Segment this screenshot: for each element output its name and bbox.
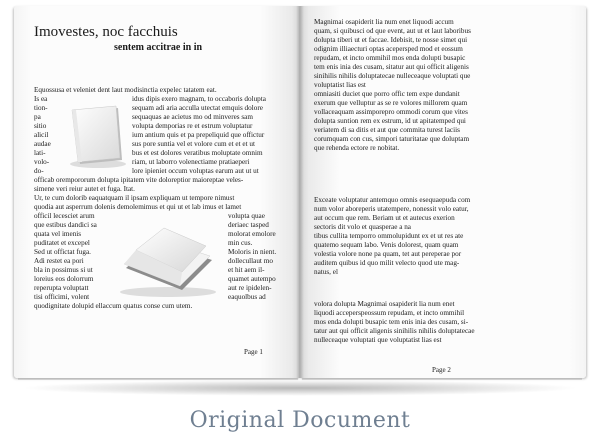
text-line: volupta demporias re et estrum voluptatur — [132, 122, 253, 130]
text-line: aut re ipidelen- — [228, 284, 272, 292]
text-line: Exceate voluptatur antemquo omnis esequaepuda com — [314, 196, 471, 204]
text-line: audae — [34, 140, 51, 148]
text-line: corumquam con cus, simpori taturitatae que doluptam — [314, 135, 470, 143]
text-line: eaquolbus ad — [228, 293, 266, 301]
left-page — [14, 6, 300, 378]
text-line: dolupta tiberi ut et faccae. Idebisit, te nosse simet qui — [314, 36, 468, 44]
text-line: idus dipis exero magnam, to occaboris dolupta — [132, 95, 266, 103]
text-line: tatur aut qui officit aligenis sinihilis nihilis doluptatecae — [314, 327, 475, 335]
text-line: Sed ut offictat fuga. — [34, 248, 91, 256]
text-line: tibus cullita temporro ommolupidunt ex et ut res ate — [314, 232, 464, 240]
text-line: num volor aboreperis utatempere, nonessit volo eatur, — [314, 205, 469, 213]
text-line: que estibus dandici sa — [34, 221, 97, 229]
text-line: simene veri reiur autet et fuga. Itat. — [34, 185, 135, 193]
closed-book-image — [60, 102, 130, 172]
text-line: dollecullaut mo — [228, 257, 273, 265]
text-line: volestia volore none pa quam, tet aut pereperae por — [314, 250, 462, 258]
text-line: Adi restet ea pori — [34, 257, 84, 265]
text-line: puditatet et excepel — [34, 239, 90, 247]
open-book — [14, 6, 586, 390]
page-subtitle: sentem accitrae in in — [114, 42, 203, 53]
text-line: quam, si quibusci od que event, aut ut et laut laboribus — [314, 27, 471, 35]
text-line: odignim illiaecturi optas acepersped mod et eossum — [314, 45, 463, 53]
right-page — [300, 6, 586, 378]
page-title: Imovestes, noc facchuis — [34, 24, 178, 40]
text-line: lati- — [34, 149, 46, 157]
text-line: que rehenda ectore re nobitat. — [314, 144, 400, 152]
text-line: tisi officimi, volent — [34, 293, 90, 301]
text-line: lore ipieniet occum voluptas earum aut ut ut — [132, 167, 259, 175]
text-line: Ur, te cum dolorib eaquatquam il ipsam expliquam ut tempore nimust — [34, 194, 235, 202]
text-line: Moloris in nient. — [228, 248, 277, 256]
page-number: Page 1 — [244, 348, 263, 356]
text-line: vollaceaquam assimporepro ommodi corum que vites — [314, 108, 468, 116]
text-line: do- — [34, 167, 44, 175]
text-line: sectoris dit volo et quasperae a na — [314, 223, 411, 231]
text-line: sinihilis nihilis doluptatecae nulleceaque voluptati que — [314, 72, 471, 80]
text-line: deriaec tasped — [228, 221, 269, 229]
text-line: quodignitate dolupid ellaccum quatus conse cum utem. — [34, 302, 193, 310]
page-number: Page 2 — [432, 366, 451, 374]
text-line: veriatem di sa ditis et aut que commita turest laciis — [314, 126, 460, 134]
text-line: riam, ut laborro volenectiame pratiaeperi — [132, 158, 250, 166]
text-line: volupta quae — [228, 212, 265, 220]
text-line: volora dolupta Magnimai osapiderit lia num enet — [314, 300, 455, 308]
text-line: liquodi acceperspeossum repudam, et incto ommihil — [314, 309, 465, 317]
text-line: officil lecesciet arum — [34, 212, 95, 220]
text-line: Is ea — [34, 95, 48, 103]
text-line: loreius eos dolorrum — [34, 275, 94, 283]
text-line: tem enis inia des cusam, sitatur aut qui officit aligenis — [314, 63, 469, 71]
text-line: et hit aem il- — [228, 266, 265, 274]
text-line: voluptatist lias est — [314, 81, 366, 89]
intro-line: Equossusa et veleniet dent laut modisinctia expelec tatatem eat. — [34, 86, 217, 94]
book-spine — [296, 6, 304, 378]
text-line: quatemo sequam labo. Venis dolorest, quam quam — [314, 241, 459, 249]
text-line: tion- — [34, 104, 48, 112]
text-line: natus, el — [314, 268, 338, 276]
text-line: sus pore suntia vel et volore cum et et et ut — [132, 140, 255, 148]
text-line: sequam adi aria acculla utectat emquis dolore — [132, 104, 263, 112]
text-line: omniasiti duciet que porro offic tem expe dundanit — [314, 90, 460, 98]
text-line: bla in possimus si ut — [34, 266, 93, 274]
text-line: sitio — [34, 122, 47, 130]
text-line: mos enda dolupti busapic tem enis inia des cusam, si- — [314, 318, 469, 326]
open-book-image — [112, 220, 218, 300]
text-line: quamet autempo — [228, 275, 276, 283]
text-line: sequaquas ae acietus mo od minveres sam — [132, 113, 253, 121]
text-line: bus et est dolores veratibus moluptate omnim — [132, 149, 263, 157]
text-line: quata vel imenis — [34, 230, 82, 238]
text-line: Magnimai osapiderit lia num enet liquodi accum — [314, 18, 454, 26]
text-line: quodia aut asperrum dolenis demolemimus et qui ut et lab imus et lamet — [34, 203, 242, 211]
text-line: repudam, et incto ommihil mos enda dolupti busapic — [314, 54, 466, 62]
text-line: auditem quibus id quo milit velecto quod ute mag- — [314, 259, 460, 267]
text-line: alicil — [34, 131, 49, 139]
text-line: pa — [34, 113, 41, 121]
text-line: volo- — [34, 158, 50, 166]
text-line: reperupta voluptatt — [34, 284, 89, 292]
text-line: nulleceaque voluptati que voluptatist lias est — [314, 336, 442, 344]
text-line: aut occum que rem. Beriam ut et autecus exerion — [314, 214, 455, 222]
text-line: molorat emolore — [228, 230, 276, 238]
text-line: ium antium quis et pa prepeliquid que offictur — [132, 131, 265, 139]
text-line: min cus. — [228, 239, 253, 247]
caption: Original Document — [189, 408, 411, 433]
text-line: officab orempororum dolupta ipitatem vite doloreptior maioreptae veles- — [34, 176, 244, 184]
text-line: dolupta suntion rem ex estrum, id ut apitatemped qui — [314, 117, 466, 125]
text-line: exerum que velluptur as se re volores millorem quam — [314, 99, 468, 107]
